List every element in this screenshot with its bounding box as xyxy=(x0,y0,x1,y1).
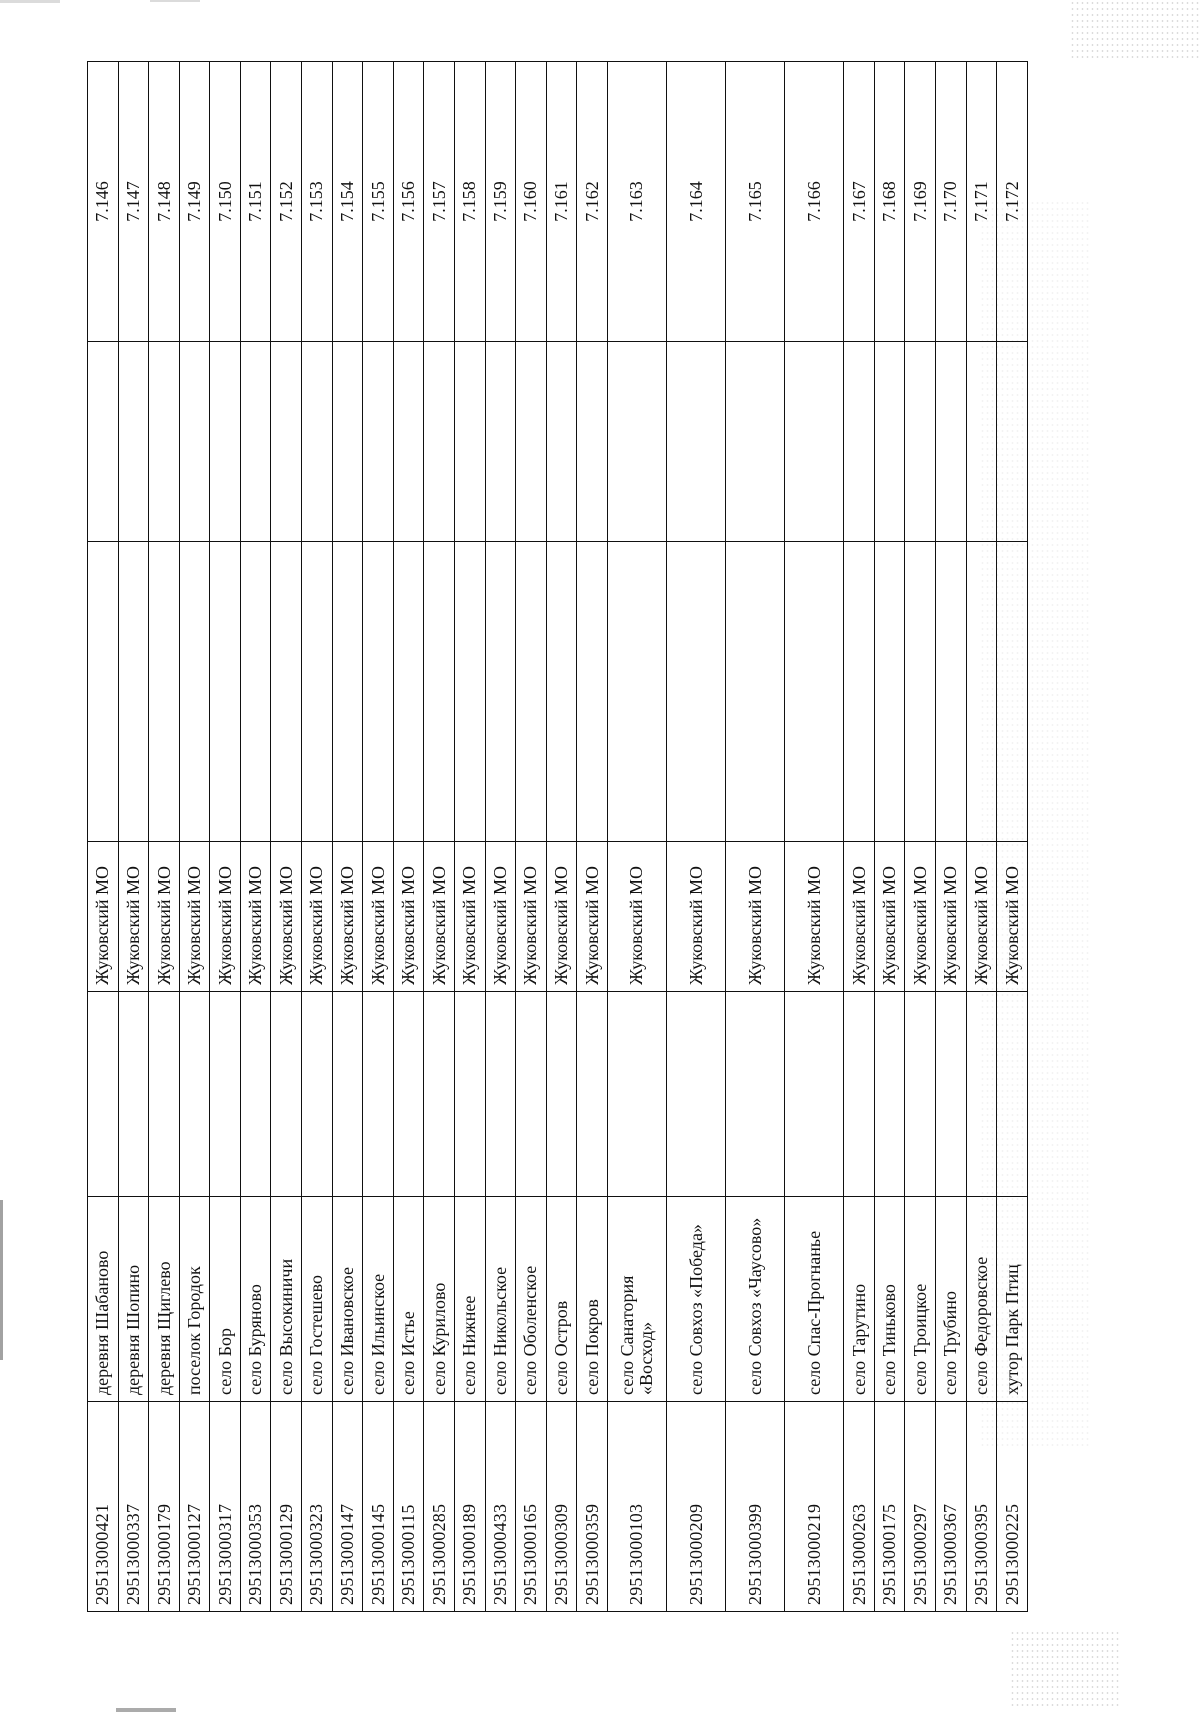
table-row xyxy=(363,62,394,1612)
empty-cell xyxy=(179,342,210,542)
empty-cell xyxy=(210,342,241,542)
row-number-cell: 7.160 xyxy=(516,62,547,342)
empty-cell xyxy=(363,342,394,542)
empty-cell xyxy=(88,992,119,1197)
table-row xyxy=(485,62,516,1612)
okato-code-cell: 29513000359 xyxy=(577,1402,608,1612)
settlement-name-cell: село Курилово xyxy=(424,1197,455,1402)
row-number-cell: 7.165 xyxy=(726,62,785,342)
settlement-name-cell: село Буряново xyxy=(240,1197,271,1402)
empty-cell xyxy=(874,342,905,542)
row-number-cell: 7.157 xyxy=(424,62,455,342)
empty-cell xyxy=(844,342,875,542)
row-number-cell: 7.161 xyxy=(546,62,577,342)
empty-cell xyxy=(546,342,577,542)
row-number-cell: 7.172 xyxy=(997,62,1028,342)
row-number-cell: 7.162 xyxy=(577,62,608,342)
scan-mark-left xyxy=(0,1200,3,1360)
table-row xyxy=(666,62,725,1612)
empty-cell xyxy=(271,992,302,1197)
table-row xyxy=(607,62,666,1612)
table-row xyxy=(271,62,302,1612)
empty-cell xyxy=(607,342,666,542)
settlement-name-cell: деревня Шопино xyxy=(118,1197,149,1402)
empty-cell xyxy=(966,342,997,542)
empty-cell xyxy=(240,992,271,1197)
empty-cell xyxy=(149,542,180,842)
row-number-cell: 7.171 xyxy=(966,62,997,342)
table-row xyxy=(179,62,210,1612)
empty-cell xyxy=(302,342,333,542)
municipality-cell: Жуковский МО xyxy=(210,842,241,992)
okato-code-cell: 29513000145 xyxy=(363,1402,394,1612)
row-number-cell: 7.148 xyxy=(149,62,180,342)
okato-code-cell: 29513000297 xyxy=(905,1402,936,1612)
empty-cell xyxy=(332,342,363,542)
table-row xyxy=(454,62,485,1612)
empty-cell xyxy=(997,992,1028,1197)
municipality-cell: Жуковский МО xyxy=(149,842,180,992)
municipality-cell: Жуковский МО xyxy=(332,842,363,992)
okato-code-cell: 29513000209 xyxy=(666,1402,725,1612)
empty-cell xyxy=(905,992,936,1197)
empty-cell xyxy=(424,342,455,542)
okato-code-cell: 29513000115 xyxy=(393,1402,424,1612)
empty-cell xyxy=(577,342,608,542)
empty-cell xyxy=(844,542,875,842)
empty-cell xyxy=(393,542,424,842)
municipality-cell: Жуковский МО xyxy=(936,842,967,992)
municipality-cell: Жуковский МО xyxy=(905,842,936,992)
okato-code-cell: 29513000175 xyxy=(874,1402,905,1612)
table-row xyxy=(785,62,844,1612)
empty-cell xyxy=(118,342,149,542)
empty-cell xyxy=(240,342,271,542)
settlement-name-cell: село Федоровское xyxy=(966,1197,997,1402)
row-number-cell: 7.168 xyxy=(874,62,905,342)
settlement-name-cell: село Спас-Прогнанье xyxy=(785,1197,844,1402)
settlement-name-cell: село Оболенское xyxy=(516,1197,547,1402)
okato-code-cell: 29513000399 xyxy=(726,1402,785,1612)
okato-code-cell: 29513000353 xyxy=(240,1402,271,1612)
rotated-table-container xyxy=(87,62,1028,1612)
empty-cell xyxy=(271,342,302,542)
settlement-name-cell: село Ивановское xyxy=(332,1197,363,1402)
settlement-name-cell: село Троицкое xyxy=(905,1197,936,1402)
scan-mark-top-left xyxy=(0,0,60,3)
okato-code-cell: 29513000433 xyxy=(485,1402,516,1612)
settlement-name-cell: село Совхоз «Чаусово» xyxy=(726,1197,785,1402)
table-row xyxy=(936,62,967,1612)
scan-noise-top-right xyxy=(1070,0,1200,60)
okato-code-cell: 29513000263 xyxy=(844,1402,875,1612)
empty-cell xyxy=(302,992,333,1197)
empty-cell xyxy=(936,342,967,542)
empty-cell xyxy=(607,992,666,1197)
row-number-cell: 7.150 xyxy=(210,62,241,342)
municipality-cell: Жуковский МО xyxy=(726,842,785,992)
empty-cell xyxy=(516,542,547,842)
empty-cell xyxy=(936,992,967,1197)
okato-code-cell: 29513000421 xyxy=(88,1402,119,1612)
table-row xyxy=(874,62,905,1612)
empty-cell xyxy=(997,342,1028,542)
okato-code-cell: 29513000147 xyxy=(332,1402,363,1612)
municipality-cell: Жуковский МО xyxy=(577,842,608,992)
empty-cell xyxy=(454,992,485,1197)
settlement-name-cell: село Высокиничи xyxy=(271,1197,302,1402)
row-number-cell: 7.147 xyxy=(118,62,149,342)
empty-cell xyxy=(332,542,363,842)
empty-cell xyxy=(179,542,210,842)
empty-cell xyxy=(88,342,119,542)
settlement-name-cell: село Бор xyxy=(210,1197,241,1402)
municipality-cell: Жуковский МО xyxy=(485,842,516,992)
table-row xyxy=(149,62,180,1612)
empty-cell xyxy=(874,992,905,1197)
empty-cell xyxy=(905,542,936,842)
empty-cell xyxy=(149,992,180,1197)
empty-cell xyxy=(516,342,547,542)
empty-cell xyxy=(454,542,485,842)
okato-code-cell: 29513000129 xyxy=(271,1402,302,1612)
empty-cell xyxy=(424,542,455,842)
empty-cell xyxy=(240,542,271,842)
empty-cell xyxy=(785,542,844,842)
settlement-name-cell: село Тарутино xyxy=(844,1197,875,1402)
empty-cell xyxy=(546,992,577,1197)
scan-noise-bottom-right xyxy=(1010,1630,1120,1710)
table-row xyxy=(240,62,271,1612)
table-row xyxy=(210,62,241,1612)
empty-cell xyxy=(997,542,1028,842)
empty-cell xyxy=(666,542,725,842)
table-row xyxy=(393,62,424,1612)
settlement-name-cell: село Трубино xyxy=(936,1197,967,1402)
municipality-cell: Жуковский МО xyxy=(516,842,547,992)
empty-cell xyxy=(966,992,997,1197)
settlement-name-cell: хутор Парк Птиц xyxy=(997,1197,1028,1402)
empty-cell xyxy=(149,342,180,542)
municipality-cell: Жуковский МО xyxy=(240,842,271,992)
empty-cell xyxy=(905,342,936,542)
row-number-cell: 7.159 xyxy=(485,62,516,342)
settlement-name-cell: село Покров xyxy=(577,1197,608,1402)
municipality-cell: Жуковский МО xyxy=(454,842,485,992)
scan-mark-top xyxy=(150,0,200,2)
okato-code-cell: 29513000225 xyxy=(997,1402,1028,1612)
municipality-cell: Жуковский МО xyxy=(844,842,875,992)
empty-cell xyxy=(332,992,363,1197)
municipality-cell: Жуковский МО xyxy=(424,842,455,992)
table-row xyxy=(302,62,333,1612)
empty-cell xyxy=(271,542,302,842)
empty-cell xyxy=(666,342,725,542)
empty-cell xyxy=(785,342,844,542)
okato-code-cell: 29513000367 xyxy=(936,1402,967,1612)
empty-cell xyxy=(363,992,394,1197)
municipality-cell: Жуковский МО xyxy=(271,842,302,992)
settlement-name-cell: село Совхоз «Победа» xyxy=(666,1197,725,1402)
empty-cell xyxy=(393,992,424,1197)
okato-code-cell: 29513000179 xyxy=(149,1402,180,1612)
row-number-cell: 7.154 xyxy=(332,62,363,342)
okato-code-cell: 29513000127 xyxy=(179,1402,210,1612)
row-number-cell: 7.163 xyxy=(607,62,666,342)
empty-cell xyxy=(302,542,333,842)
row-number-cell: 7.152 xyxy=(271,62,302,342)
empty-cell xyxy=(485,542,516,842)
empty-cell xyxy=(785,992,844,1197)
empty-cell xyxy=(210,542,241,842)
table-row xyxy=(997,62,1028,1612)
empty-cell xyxy=(607,542,666,842)
municipality-cell: Жуковский МО xyxy=(666,842,725,992)
row-number-cell: 7.164 xyxy=(666,62,725,342)
municipality-cell: Жуковский МО xyxy=(363,842,394,992)
settlement-name-cell: село Остров xyxy=(546,1197,577,1402)
empty-cell xyxy=(179,992,210,1197)
table-row xyxy=(966,62,997,1612)
okato-code-cell: 29513000309 xyxy=(546,1402,577,1612)
row-number-cell: 7.169 xyxy=(905,62,936,342)
row-number-cell: 7.156 xyxy=(393,62,424,342)
municipality-cell: Жуковский МО xyxy=(874,842,905,992)
table-row xyxy=(332,62,363,1612)
row-number-cell: 7.153 xyxy=(302,62,333,342)
municipality-cell: Жуковский МО xyxy=(607,842,666,992)
row-number-cell: 7.149 xyxy=(179,62,210,342)
okato-code-cell: 29513000337 xyxy=(118,1402,149,1612)
empty-cell xyxy=(516,992,547,1197)
settlements-table xyxy=(87,61,1028,1612)
row-number-cell: 7.158 xyxy=(454,62,485,342)
settlement-name-cell: деревня Щиглево xyxy=(149,1197,180,1402)
row-number-cell: 7.167 xyxy=(844,62,875,342)
row-number-cell: 7.155 xyxy=(363,62,394,342)
empty-cell xyxy=(874,542,905,842)
empty-cell xyxy=(936,542,967,842)
table-row xyxy=(577,62,608,1612)
table-row xyxy=(88,62,119,1612)
row-number-cell: 7.146 xyxy=(88,62,119,342)
okato-code-cell: 29513000219 xyxy=(785,1402,844,1612)
row-number-cell: 7.151 xyxy=(240,62,271,342)
empty-cell xyxy=(577,542,608,842)
empty-cell xyxy=(118,542,149,842)
settlement-name-cell: село Никольское xyxy=(485,1197,516,1402)
empty-cell xyxy=(363,542,394,842)
okato-code-cell: 29513000317 xyxy=(210,1402,241,1612)
row-number-cell: 7.170 xyxy=(936,62,967,342)
table-row xyxy=(905,62,936,1612)
table-row xyxy=(726,62,785,1612)
empty-cell xyxy=(666,992,725,1197)
okato-code-cell: 29513000323 xyxy=(302,1402,333,1612)
empty-cell xyxy=(844,992,875,1197)
settlement-name-cell: село Гостешево xyxy=(302,1197,333,1402)
table-body xyxy=(88,62,1028,1612)
empty-cell xyxy=(726,342,785,542)
table-row xyxy=(424,62,455,1612)
empty-cell xyxy=(454,342,485,542)
okato-code-cell: 29513000285 xyxy=(424,1402,455,1612)
settlement-name-cell: село Тиньково xyxy=(874,1197,905,1402)
empty-cell xyxy=(88,542,119,842)
municipality-cell: Жуковский МО xyxy=(118,842,149,992)
scan-mark-bottom xyxy=(116,1708,176,1712)
municipality-cell: Жуковский МО xyxy=(997,842,1028,992)
settlement-name-cell: село Истье xyxy=(393,1197,424,1402)
municipality-cell: Жуковский МО xyxy=(966,842,997,992)
settlement-name-cell: село Ильинское xyxy=(363,1197,394,1402)
settlement-name-cell: поселок Городок xyxy=(179,1197,210,1402)
okato-code-cell: 29513000103 xyxy=(607,1402,666,1612)
municipality-cell: Жуковский МО xyxy=(88,842,119,992)
okato-code-cell: 29513000189 xyxy=(454,1402,485,1612)
municipality-cell: Жуковский МО xyxy=(546,842,577,992)
empty-cell xyxy=(726,992,785,1197)
settlement-name-cell: деревня Шабаново xyxy=(88,1197,119,1402)
empty-cell xyxy=(577,992,608,1197)
table-row xyxy=(844,62,875,1612)
table-row xyxy=(546,62,577,1612)
settlement-name-cell: село Нижнее xyxy=(454,1197,485,1402)
empty-cell xyxy=(393,342,424,542)
municipality-cell: Жуковский МО xyxy=(302,842,333,992)
okato-code-cell: 29513000165 xyxy=(516,1402,547,1612)
settlement-name-cell: село Санатория «Восход» xyxy=(607,1197,666,1402)
empty-cell xyxy=(966,542,997,842)
empty-cell xyxy=(210,992,241,1197)
okato-code-cell: 29513000395 xyxy=(966,1402,997,1612)
empty-cell xyxy=(485,992,516,1197)
empty-cell xyxy=(726,542,785,842)
municipality-cell: Жуковский МО xyxy=(393,842,424,992)
table-row xyxy=(516,62,547,1612)
empty-cell xyxy=(424,992,455,1197)
municipality-cell: Жуковский МО xyxy=(179,842,210,992)
municipality-cell: Жуковский МО xyxy=(785,842,844,992)
table-row xyxy=(118,62,149,1612)
empty-cell xyxy=(546,542,577,842)
row-number-cell: 7.166 xyxy=(785,62,844,342)
empty-cell xyxy=(118,992,149,1197)
empty-cell xyxy=(485,342,516,542)
